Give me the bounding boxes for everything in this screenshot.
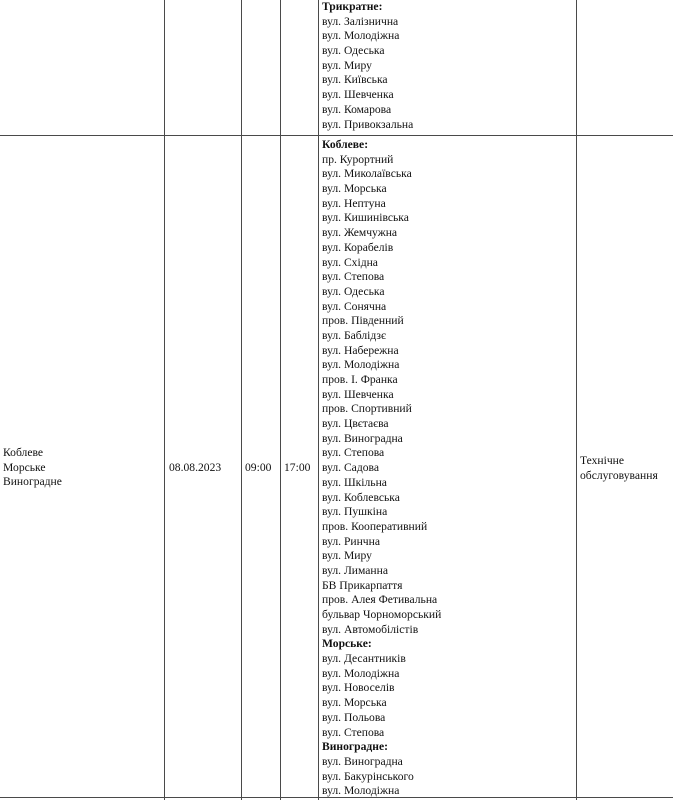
street-item: пров. Спортивний bbox=[322, 402, 412, 416]
street-item: вул. Привокзальна bbox=[322, 117, 414, 131]
street-item: вул. Миру bbox=[322, 549, 372, 563]
street-item: вул. Польова bbox=[322, 710, 386, 724]
column-divider bbox=[241, 0, 242, 800]
street-item: вул. Корабелів bbox=[322, 240, 394, 254]
column-divider bbox=[280, 0, 281, 800]
street-item: вул. Східна bbox=[322, 255, 378, 269]
street-item: вул. Набережна bbox=[322, 343, 399, 357]
reason-cell bbox=[580, 454, 658, 483]
previous-row-street-list bbox=[322, 0, 572, 132]
street-item: вул. Цвєтаєва bbox=[322, 417, 389, 431]
street-item: вул. Виноградна bbox=[322, 431, 403, 445]
street-item: пров. І. Франка bbox=[322, 373, 398, 386]
reason-text: обслуговування bbox=[580, 468, 658, 482]
settlement-name: Виноградне bbox=[3, 475, 62, 489]
street-item: БВ Прикарпаття bbox=[322, 578, 403, 592]
street-item: вул. Шевченка bbox=[322, 88, 394, 102]
street-item: вул. Одеська bbox=[322, 284, 385, 298]
street-item: вул. Молодіжна bbox=[322, 29, 400, 43]
street-item: вул. Жемчужна bbox=[322, 226, 398, 240]
settlement-heading: Трикратне: bbox=[322, 0, 383, 13]
time-start-cell: 09:00 bbox=[245, 461, 272, 474]
street-item: вул. Степова bbox=[322, 446, 385, 460]
street-item: вул. Сонячна bbox=[322, 299, 387, 313]
settlement-name: Морське bbox=[3, 460, 46, 474]
street-item: пров. Південний bbox=[322, 314, 404, 328]
street-item: вул. Шкільна bbox=[322, 475, 387, 489]
street-list bbox=[322, 138, 572, 799]
street-item: вул. Десантників bbox=[322, 652, 406, 666]
street-item: вул. Молодіжна bbox=[322, 666, 400, 680]
settlement-heading: Морське: bbox=[322, 637, 372, 651]
column-divider bbox=[318, 0, 319, 800]
column-divider bbox=[164, 0, 165, 800]
street-item: вул. Автомобілістів bbox=[322, 622, 419, 636]
street-item: вул. Коблевська bbox=[322, 490, 400, 504]
street-item: вул. Нептуна bbox=[322, 196, 386, 210]
street-item: вул. Садова bbox=[322, 461, 379, 475]
street-item: вул. Комарова bbox=[322, 102, 392, 116]
settlement-heading: Виноградне: bbox=[322, 740, 388, 754]
street-item: вул. Морська bbox=[322, 182, 387, 196]
street-item: вул. Кишинівська bbox=[322, 211, 409, 225]
column-divider bbox=[576, 0, 577, 800]
street-item: вул. Степова bbox=[322, 725, 385, 739]
street-item: вул. Пушкіна bbox=[322, 505, 388, 519]
street-item: вул. Виноградна bbox=[322, 754, 403, 768]
street-item: вул. Морська bbox=[322, 696, 387, 710]
settlement-name: Коблеве bbox=[3, 446, 44, 459]
street-item: вул. Залізнична bbox=[322, 14, 399, 28]
date-cell: 08.08.2023 bbox=[169, 461, 222, 474]
street-item: вул. Баблідзє bbox=[322, 328, 386, 342]
street-item: вул. Миколаївська bbox=[322, 167, 412, 181]
street-item: пров. Алея Фетивальна bbox=[322, 593, 438, 607]
street-item: вул. Миру bbox=[322, 58, 372, 72]
street-item: пр. Курортний bbox=[322, 152, 394, 166]
row-divider bbox=[0, 135, 673, 136]
street-item: пров. Кооперативний bbox=[322, 519, 428, 533]
street-item: вул. Молодіжна bbox=[322, 358, 400, 372]
street-item: вул. Одеська bbox=[322, 44, 385, 58]
street-item: вул. Київська bbox=[322, 73, 388, 87]
street-item: вул. Шевченка bbox=[322, 387, 394, 401]
street-item: вул. Новоселів bbox=[322, 681, 395, 695]
street-item: вул. Лиманна bbox=[322, 563, 388, 577]
time-end-cell: 17:00 bbox=[284, 461, 311, 474]
street-item: бульвар Чорноморський bbox=[322, 608, 442, 621]
street-item: вул. Степова bbox=[322, 270, 385, 284]
street-item: вул. Молодіжна bbox=[322, 784, 400, 798]
street-item: вул. Бакурінського bbox=[322, 769, 414, 783]
street-item: вул. Ринчна bbox=[322, 534, 380, 548]
settlements-cell bbox=[3, 446, 62, 490]
reason-text: Технічне bbox=[580, 454, 625, 467]
settlement-heading: Коблеве: bbox=[322, 138, 369, 151]
